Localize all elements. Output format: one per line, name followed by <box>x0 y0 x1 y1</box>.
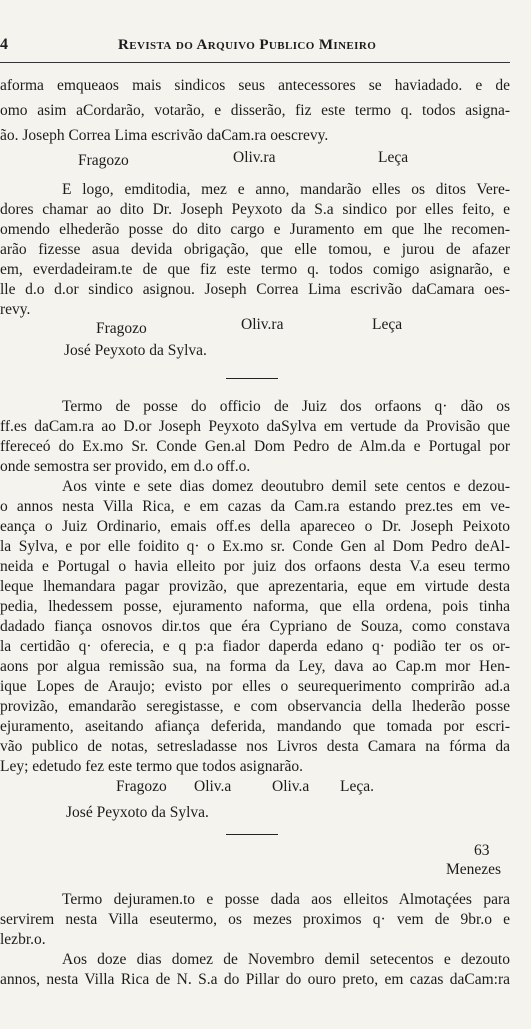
text-line: dores chamar ao dito Dr. Joseph Peyxoto da S.a sindico por elles feito, e <box>0 201 510 218</box>
text-line: ão. Joseph Correa Lima escrivão daCam.ra oescrevy. <box>0 127 329 144</box>
text-line: ejuramento, aseitando afiança deferida, mandando que tomada por escri- <box>0 718 510 735</box>
text-line: eança o Juiz Ordinario, emais off.es della apareceo o Dr. Joseph Peixoto <box>0 518 510 535</box>
text-line: lezbr.o. <box>0 931 46 948</box>
text-line: ique Lopes de Araujo; evisto por elles o seurequerimento comprirão ad.a <box>0 678 510 695</box>
text-line: la Sylva, e por elle foidito q· o Ex.mo sr. Conde Gen al Dom Pedro deAl- <box>0 538 510 555</box>
text-line: pedia, lhedessem posse, ejuramento naforma, que ella ordena, pois tinha <box>0 598 510 615</box>
marginal-name: Menezes <box>446 861 502 878</box>
section-divider <box>226 378 278 379</box>
signature-oliveira: Oliv.ra <box>233 149 276 166</box>
text-line: vão publico de notas, setresladasse nos Livros desta Camara na fórma da <box>0 738 510 755</box>
signature-oliveira: Oliv.a <box>194 778 232 795</box>
signature-leca: Leça <box>372 316 403 333</box>
text-line: annos, nesta Villa Rica de N. S.a do Pillar do ouro preto, em cazas daCam:ra <box>0 971 510 988</box>
signature-oliveira: Oliv.a <box>272 778 310 795</box>
text-line: Aos vinte e sete dias domez deoutubro demil sete centos e dezou- <box>62 478 510 495</box>
section-divider <box>226 834 278 835</box>
text-line: omo asim aCordarão, votarão, e disserão, fiz este termo q. todos asigna- <box>0 102 510 119</box>
text-line: aforma emqueaos mais sindicos seus antecessores se haviadado. e de <box>0 77 510 94</box>
text-line: Termo de posse do officio de Juiz dos orfaons q· dão os <box>62 398 510 415</box>
signature-leca: Leça <box>378 149 409 166</box>
text-line: Termo dejuramen.to e posse dada aos elleitos Almotaçées para <box>62 891 510 908</box>
header-rule <box>0 62 510 63</box>
text-line: dadado fiança osnovos dir.tos que éra Cypriano de Souza, como constava <box>0 618 510 635</box>
signature-jose-peyxoto: José Peyxoto da Sylva. <box>64 342 207 359</box>
signature-fragozo: Fragozo <box>96 320 147 337</box>
text-line: Aos doze dias domez de Novembro demil setecentos e dezouto <box>62 951 510 968</box>
text-line: em, everdadeiram.te de que fiz este termo q. todos comigo asignarão, e <box>0 261 510 278</box>
signature-fragozo: Fragozo <box>116 778 167 795</box>
text-line: provizão, emandarão seregistasse, e com observancia della lhederão posse <box>0 698 510 715</box>
text-line: revy. <box>0 301 31 318</box>
text-line: arão fizesse asua devida obrigação, que elle tomou, e jurou de afazer <box>0 241 510 258</box>
text-line: o annos nesta Villa Rica, e em cazas da Cam.ra estando prez.tes em ve- <box>0 498 510 515</box>
text-line: E logo, emditodia, mez e anno, mandarão elles os ditos Vere- <box>62 181 510 198</box>
signature-leca: Leça. <box>340 778 374 795</box>
text-line: ff.es daCam.ra ao D.or Joseph Peyxoto daSylva em vertude da Provisão que <box>0 418 510 435</box>
text-line: Ley; edetudo fez este termo que todos asignarão. <box>0 758 303 775</box>
text-line: aons por algua remissão sua, na forma da Ley, dava ao Cap.m mor Hen- <box>0 658 510 675</box>
page-number: 4 <box>0 36 8 53</box>
text-line: ffereceó do Ex.mo Sr. Conde Gen.al Dom Pedro de Alm.da e Portugal por <box>0 438 510 455</box>
text-line: leque lhemandara pagar provizão, que aprezentaria, eque em virtude desta <box>0 578 510 595</box>
text-line: omendo elhederão posse do dito cargo e Juramento em que lhe recomen- <box>0 221 510 238</box>
text-line: neida e Portugal o havia elleito por juiz dos orfaons desta V.a eseu termo <box>0 558 510 575</box>
signature-fragozo: Fragozo <box>78 152 129 169</box>
text-line: servirem nesta Villa eseutermo, os mezes proximos q· vem de 9br.o e <box>0 911 510 928</box>
text-line: la certidão q· oferecia, e q p:a fiador daperda edano q· podião ter os or- <box>0 638 510 655</box>
journal-title: Revista do Arquivo Publico Mineiro <box>118 37 377 53</box>
text-line: onde semostra ser provido, em d.o off.o. <box>0 458 251 475</box>
page-header <box>0 36 531 60</box>
signature-jose-peyxoto: José Peyxoto da Sylva. <box>66 804 209 821</box>
marginal-number: 63 <box>474 842 490 859</box>
text-line: lle d.o d.or sindico asignou. Joseph Correa Lima escrivão daCamara oes- <box>0 281 510 298</box>
signature-oliveira: Oliv.ra <box>241 316 284 333</box>
